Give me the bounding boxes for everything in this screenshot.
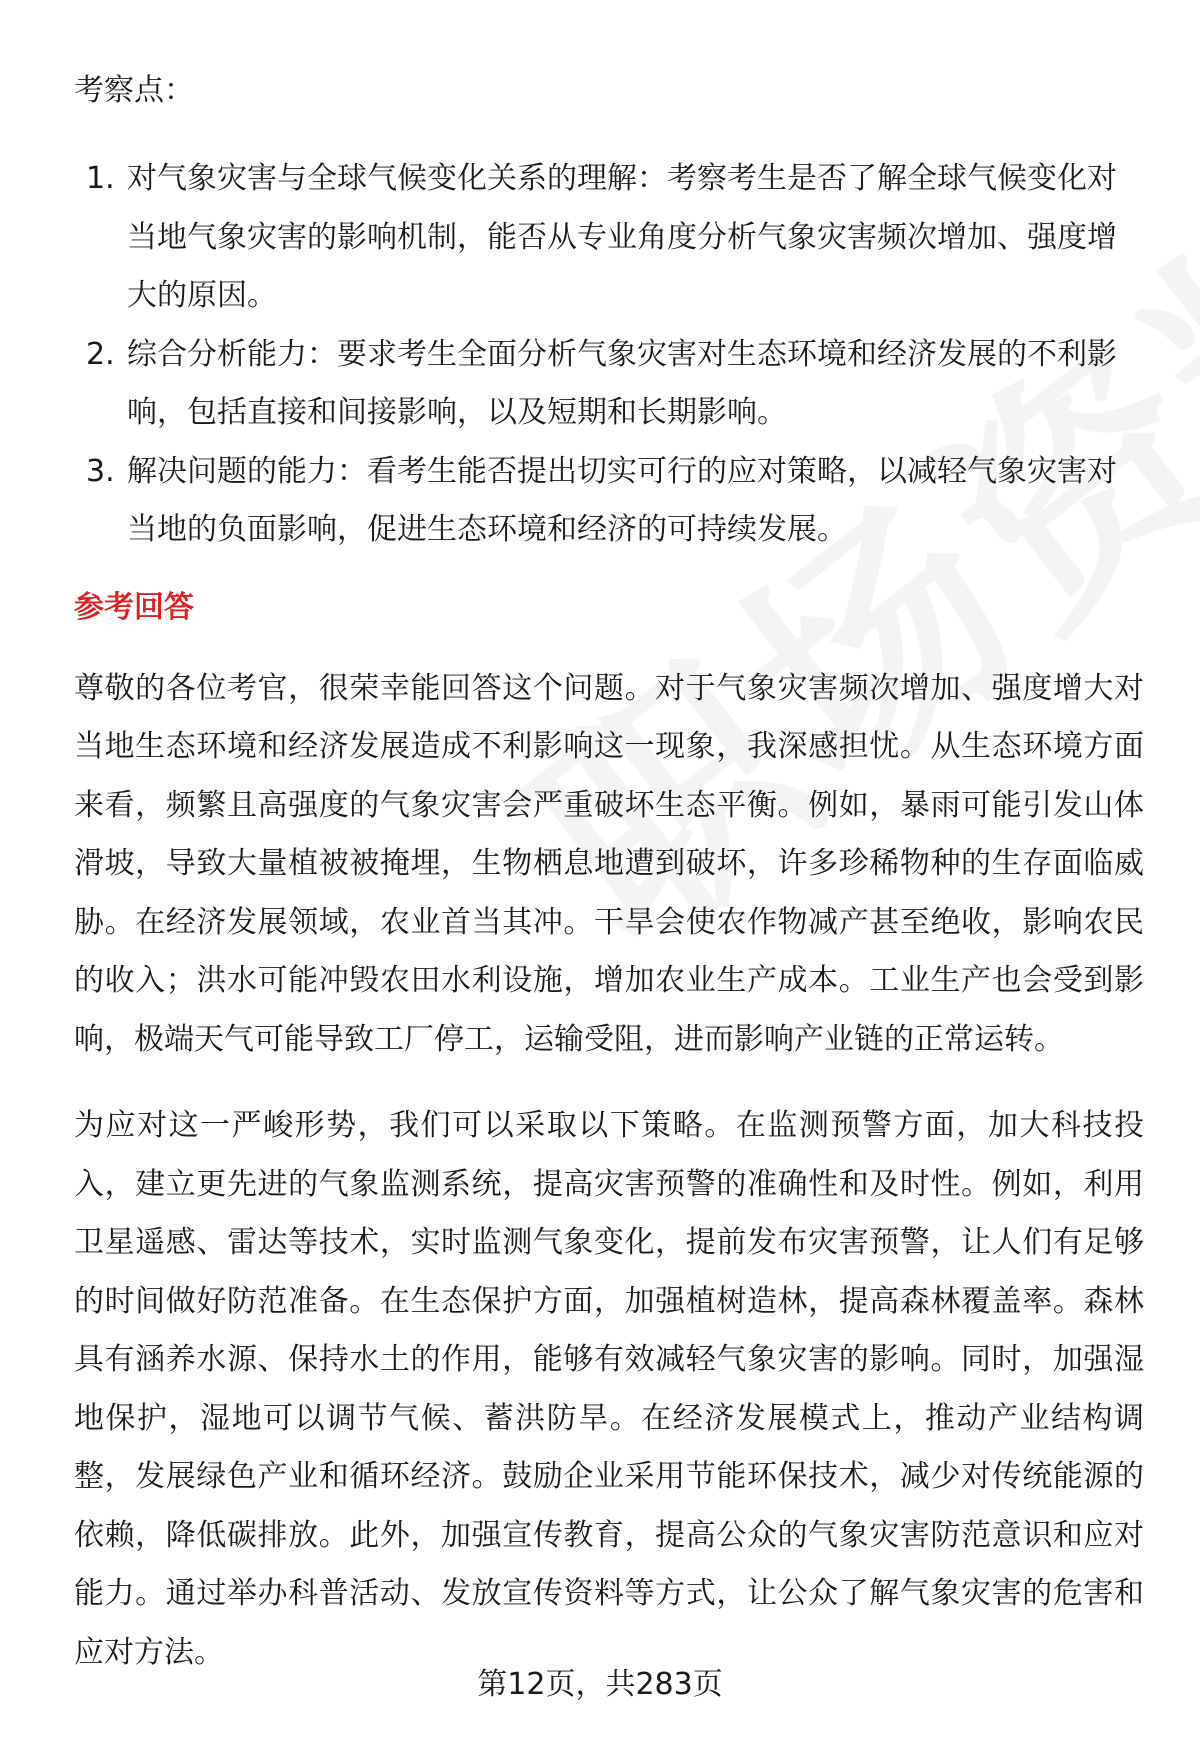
list-item-number: 2. [86, 336, 115, 372]
page-number: 第12页，共283页 [477, 1667, 723, 1702]
list-item-number: 1. [86, 161, 115, 196]
answer-paragraph: 为应对这一严峻形势，我们可以采取以下策略。在监测预警方面，加大科技投入，建立更先进的气象监测系统，提高灾害预警的准确性和及时性。例如，利用卫星遥感、雷达等技术，实时监测气象变化，提前发布灾害预警，让人们有足够的时间做好防范准备。在生态保护方面，加强植树造林，提高森林覆盖率。森林具有涵养水源、保持水土的作用，能够有效减轻气象灾害的影响。同时，加强湿地保护，湿地可以调节气候、蓄洪防旱。在经济发展模式上，推动产业结构调整，发展绿色产业和循环经济。鼓励企业采用节能环保技术，减少对传统能源的依赖，降低碳排放。此外，加强宣传教育，提高公众的气象灾害防范意识和应对能力。通过举办科普活动、发放宣传资料等方式，让公众了解气象灾害的危害和应对方法。 [74, 1108, 1144, 1670]
list-item [74, 326, 1144, 443]
answer-paragraph: 尊敬的各位考官，很荣幸能回答这个问题。对于气象灾害频次增加、强度增大对当地生态环境和经济发展造成不利影响这一现象，我深感担忧。从生态环境方面来看，频繁且高强度的气象灾害会严重破坏生态平衡。例如，暴雨可能引发山体滑坡，导致大量植被被掩埋，生物栖息地遭到破坏，许多珍稀物种的生存面临威胁。在经济发展领域，农业首当其冲。干旱会使农作物减产甚至绝收，影响农民的收入；洪水可能冲毁农田水利设施，增加农业生产成本。工业生产也会受到影响，极端天气可能导致工厂停工，运输受阻，进而影响产业链的正常运转。 [74, 670, 1144, 1057]
page-content [74, 62, 1144, 1710]
reference-answer-heading: 参考回答 [74, 589, 194, 625]
exam-points-label: 考察点： [74, 73, 194, 108]
list-item-text: 解决问题的能力：看考生能否提出切实可行的应对策略，以减轻气象灾害对当地的负面影响，促进生态环境和经济的可持续发展。 [127, 453, 1117, 547]
list-item [74, 150, 1144, 326]
list-item-text: 对气象灾害与全球气候变化关系的理解：考察考生是否了解全球气候变化对当地气象灾害的影响机制，能否从专业角度分析气象灾害频次增加、强度增大的原因。 [127, 161, 1117, 313]
list-item [74, 443, 1144, 560]
list-item-number: 3. [86, 453, 115, 489]
list-item-text: 综合分析能力：要求考生全面分析气象灾害对生态环境和经济发展的不利影响，包括直接和间接影响，以及短期和长期影响。 [127, 336, 1117, 430]
exam-points-list [74, 150, 1144, 560]
